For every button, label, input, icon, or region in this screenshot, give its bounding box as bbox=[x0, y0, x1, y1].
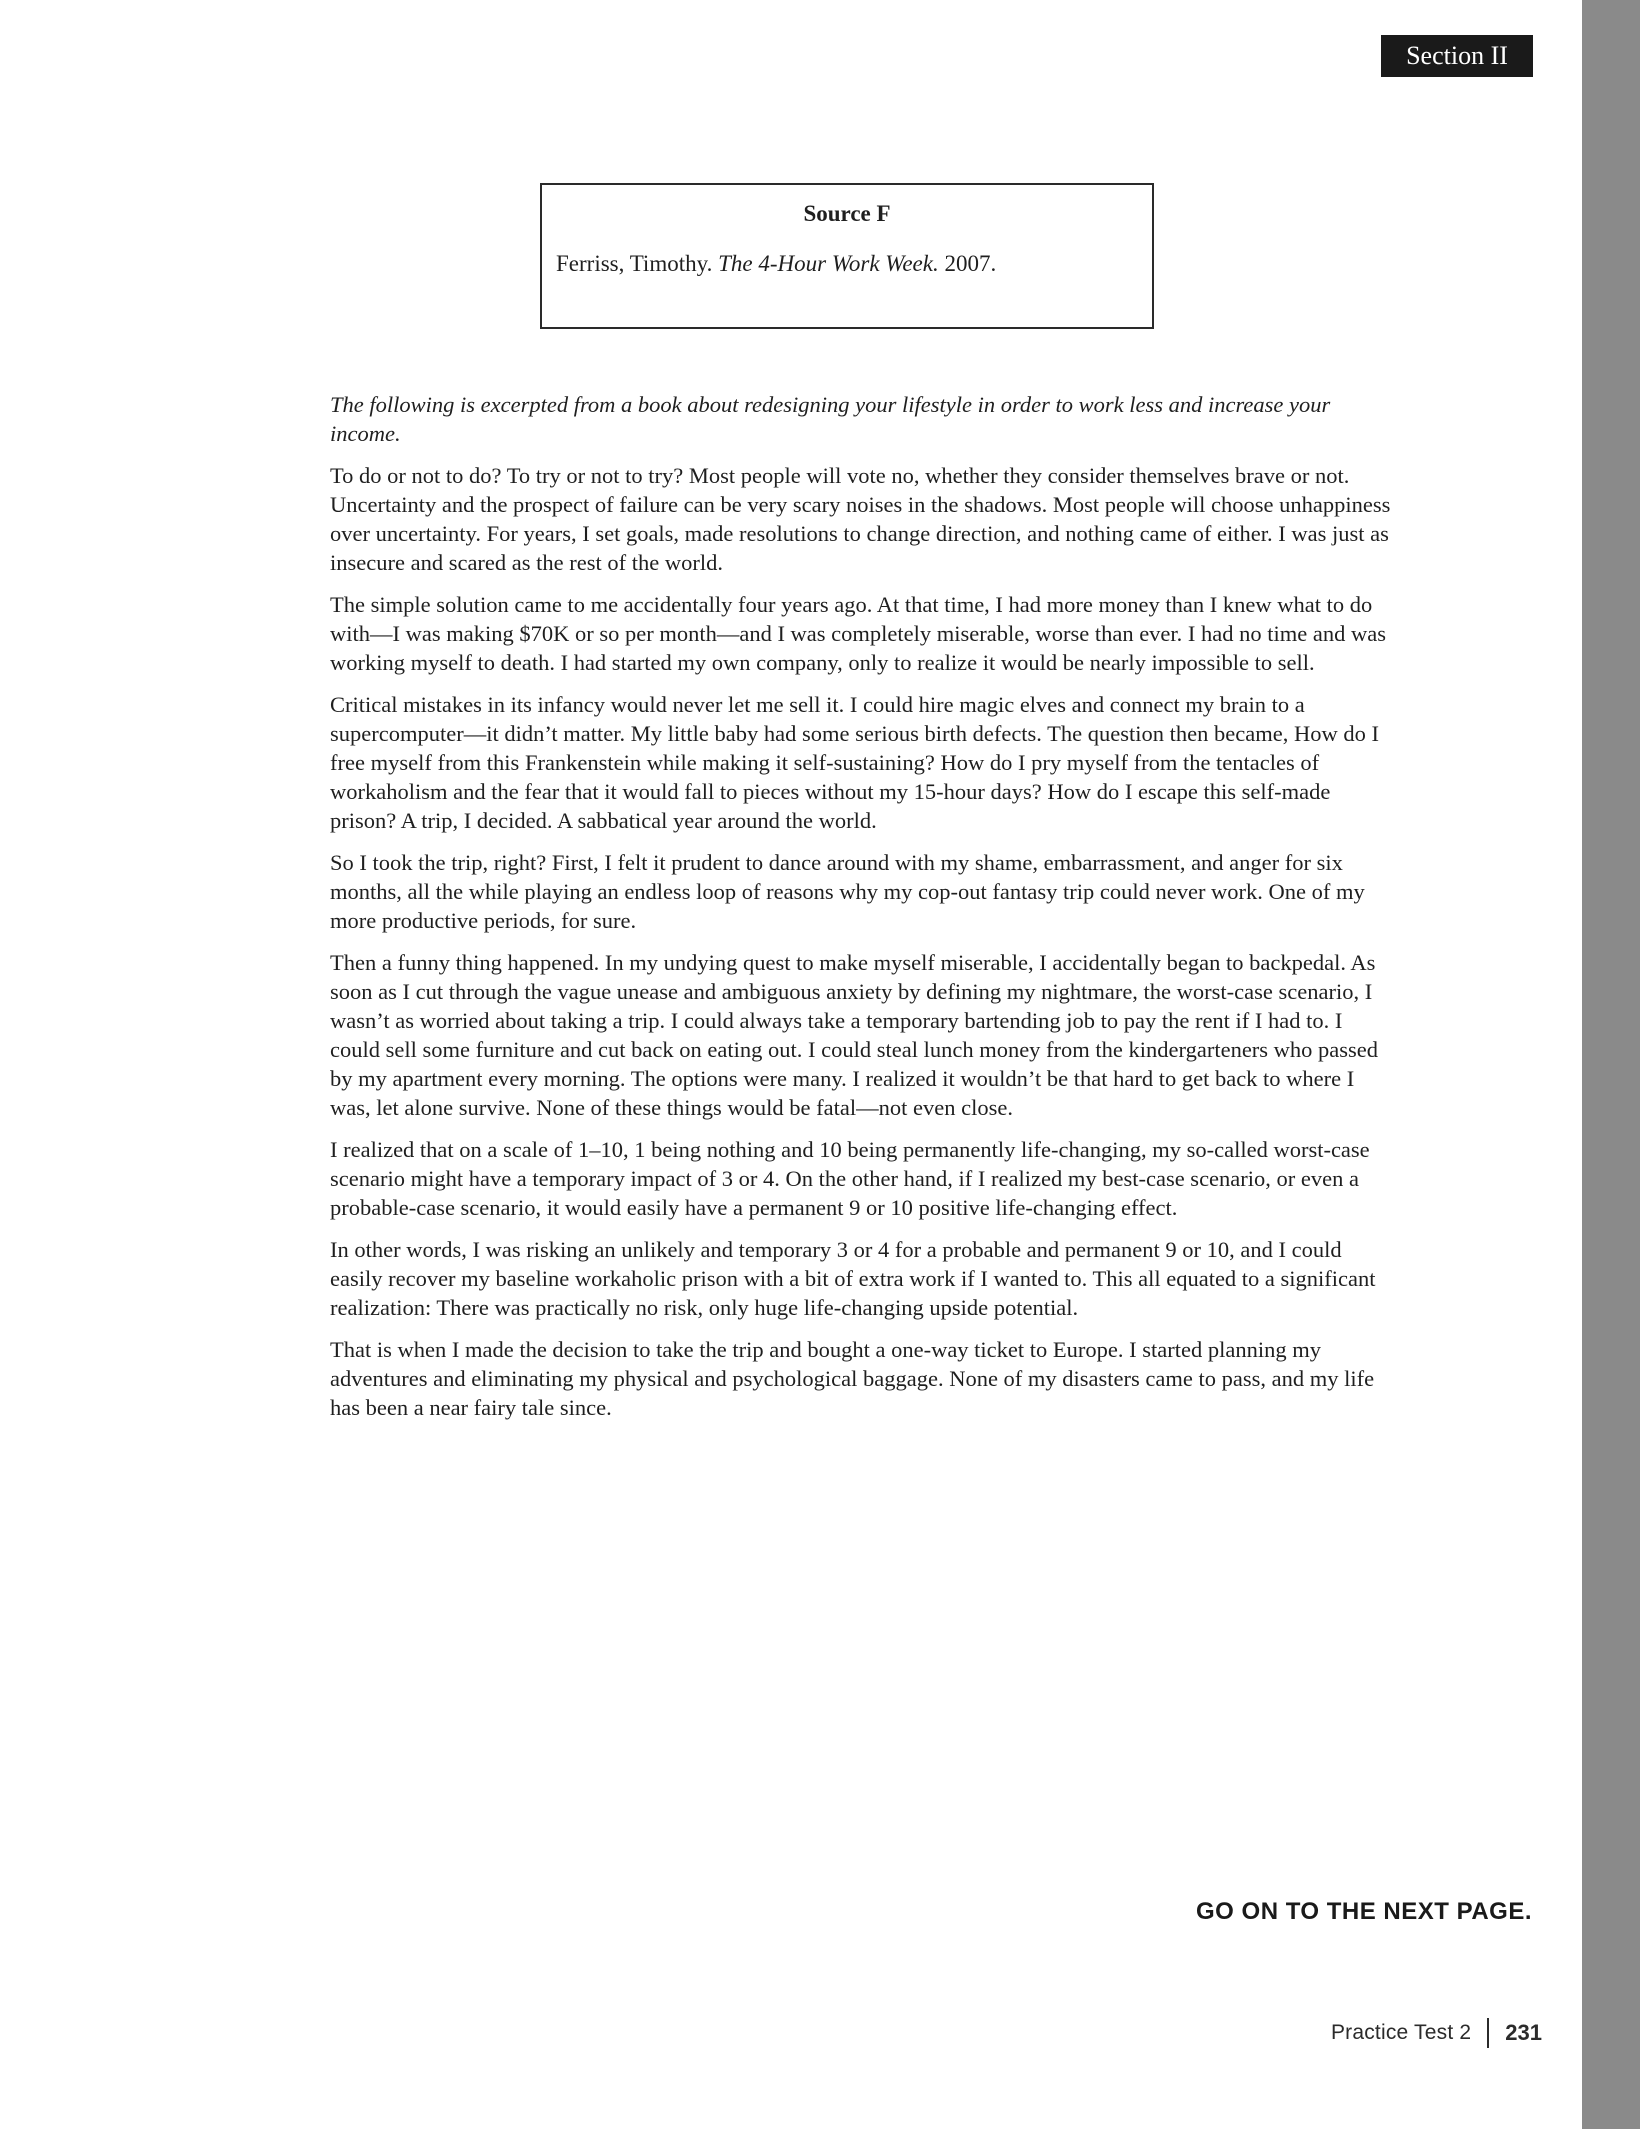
section-label: Section II bbox=[1406, 41, 1508, 70]
citation-book-title: The 4-Hour Work Week. bbox=[718, 251, 939, 276]
source-title: Source F bbox=[803, 201, 891, 226]
passage-paragraph-1: To do or not to do? To try or not to try? Most people will vote no, whether they consider themselves brave or not. Uncertainty and the prospect of failure can be very scary noises in the shadows. Most people will choose unhappiness over uncertainty. For years, I set goals, made resolutions to change direction, and nothing came of either. I was just as insecure and scared as the rest of the world. bbox=[330, 463, 1391, 575]
passage-paragraph-7: In other words, I was risking an unlikely and temporary 3 or 4 for a probable and permanent 9 or 10, and I could easily recover my baseline workaholic prison with a bit of extra work if I wanted to. This all equated to a significant realization: There was practically no risk, only huge life-changing upside potential. bbox=[330, 1237, 1376, 1320]
passage-paragraph-6: I realized that on a scale of 1–10, 1 being nothing and 10 being permanently life-changing, my so-called worst-case scenario might have a temporary impact of 3 or 4. On the other hand, if I realized my best-case scenario, or even a probable-case scenario, it would easily have a permanent 9 or 10 positive life-changing effect. bbox=[330, 1137, 1370, 1220]
footer-divider bbox=[1487, 2018, 1489, 2048]
passage-paragraph-2: The simple solution came to me accidentally four years ago. At that time, I had more money than I knew what to do with—I was making $70K or so per month—and I was completely miserable, worse than ever. I had no time and was working myself to death. I had started my own company, only to realize it would be nearly impossible to sell. bbox=[330, 592, 1386, 675]
passage-intro: The following is excerpted from a book about redesigning your lifestyle in order to work less and increase your income. bbox=[330, 392, 1331, 446]
footer-test-label: Practice Test 2 bbox=[1330, 2021, 1472, 2044]
source-citation bbox=[556, 251, 1138, 277]
passage-paragraph-3: Critical mistakes in its infancy would never let me sell it. I could hire magic elves and connect my brain to a supercomputer—it didn’t matter. My little baby had some serious birth defects. The question then became, How do I free myself from this Frankenstein while making it self-sustaining? How do I pry myself from the tentacles of workaholism and the fear that it would fall to pieces without my 15-hour days? How do I escape this self-made prison? A trip, I decided. A sabbatical year around the world. bbox=[330, 692, 1379, 833]
passage-text bbox=[330, 390, 1392, 1435]
section-header-tab bbox=[1381, 35, 1533, 77]
source-box bbox=[540, 183, 1154, 329]
citation-year: 2007. bbox=[938, 251, 997, 276]
passage-paragraph-8: That is when I made the decision to take the trip and bought a one-way ticket to Europe. I started planning my adventures and eliminating my physical and psychological baggage. None of my disasters came to pass, and my life has been a near fairy tale since. bbox=[330, 1337, 1375, 1420]
passage-paragraph-5: Then a funny thing happened. In my undying quest to make myself miserable, I accidentally began to backpedal. As soon as I cut through the vague unease and ambiguous anxiety by defining my nightmare, the worst-case scenario, I wasn’t as worried about taking a trip. I could always take a temporary bartending job to pay the rent if I had to. I could sell some furniture and cut back on eating out. I could steal lunch money from the kindergarteners who passed by my apartment every morning. The options were many. I realized it wouldn’t be that hard to get back to where I was, let alone survive. None of these things would be fatal—not even close. bbox=[330, 950, 1379, 1120]
citation-author: Ferriss, Timothy. bbox=[556, 251, 719, 276]
page-edge-gray-bar bbox=[1582, 0, 1640, 2129]
passage-paragraph-4: So I took the trip, right? First, I felt it prudent to dance around with my shame, embarrassment, and anger for six months, all the while playing an endless loop of reasons why my cop-out fantasy trip could never work. One of my more productive periods, for sure. bbox=[330, 850, 1365, 933]
page-footer bbox=[330, 2018, 1542, 2048]
go-on-instruction: GO ON TO THE NEXT PAGE. bbox=[1196, 1898, 1532, 1925]
footer-page-number: 231 bbox=[1505, 2020, 1542, 2045]
